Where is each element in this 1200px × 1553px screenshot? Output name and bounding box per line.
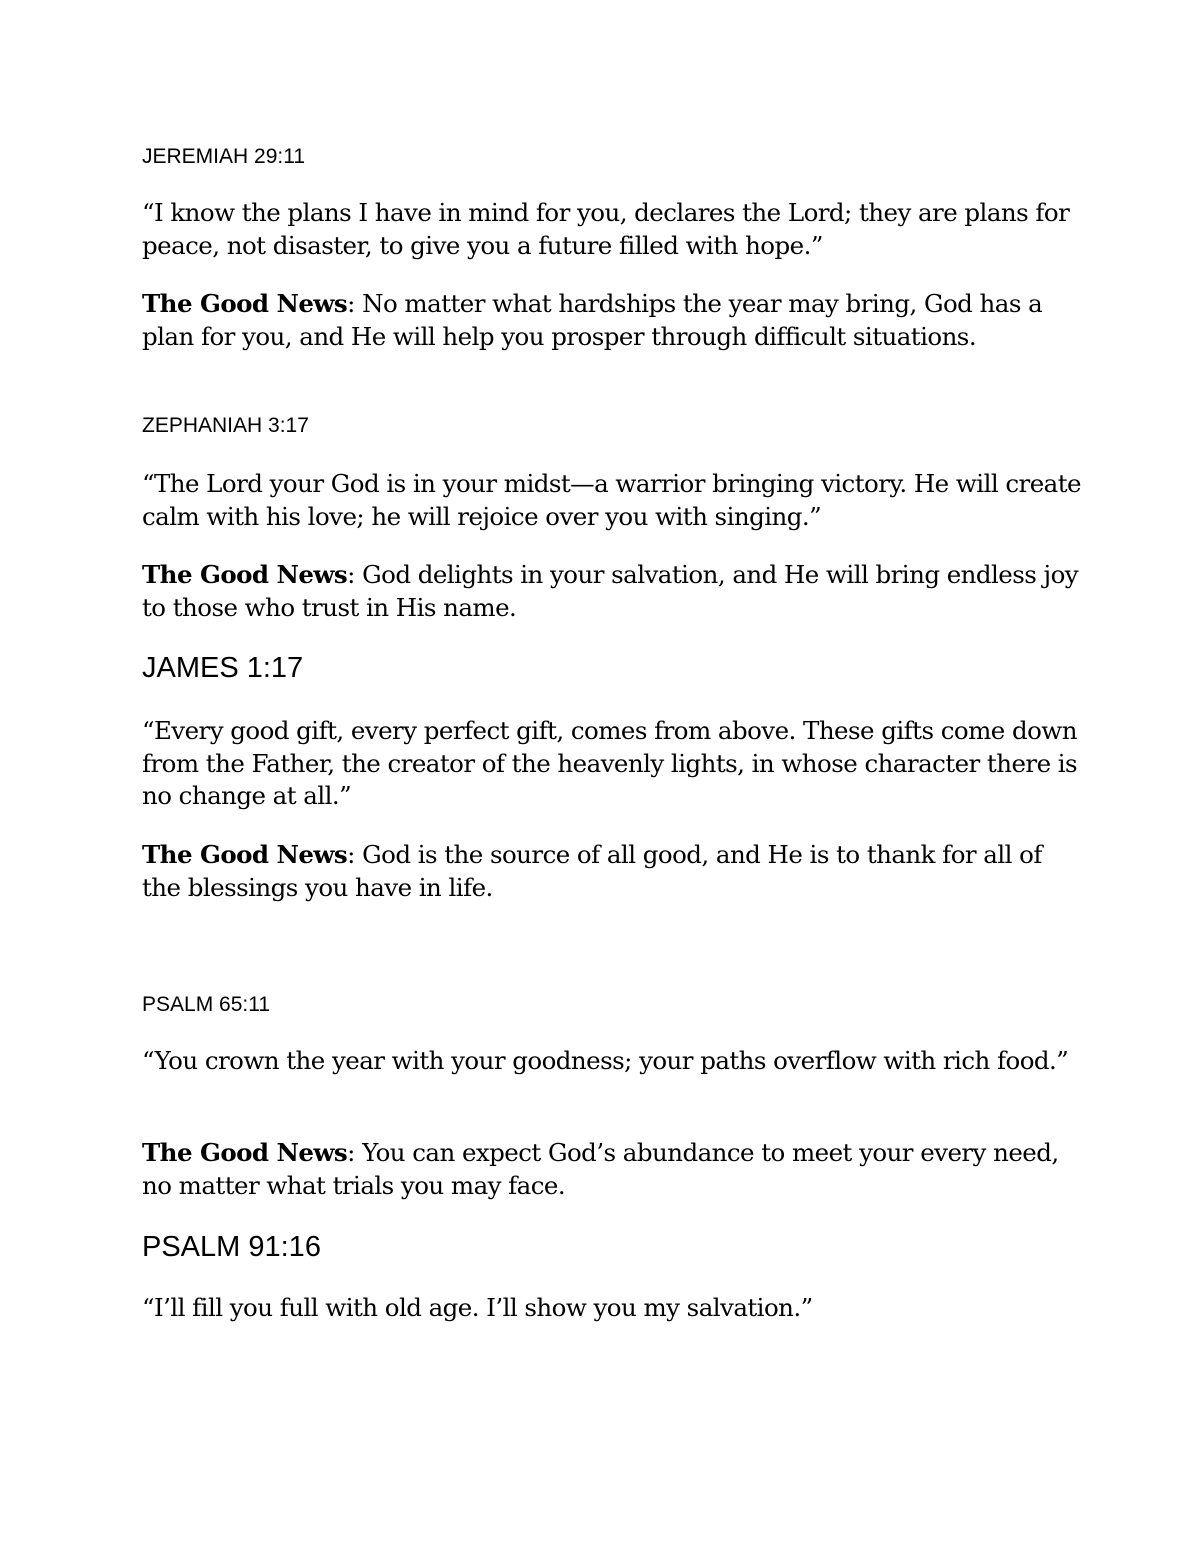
good-news-text: : You can expect God’s abundance to meet your every need, no matter what trials you may face. (142, 1138, 1059, 1200)
good-news-text: : No matter what hardships the year may bring, God has a plan for you, and He will help you prosper through difficult situations. (142, 289, 1043, 351)
reference-heading: PSALM 65:11 (142, 993, 271, 1016)
good-news-paragraph (142, 1137, 1082, 1202)
reference-heading: ZEPHANIAH 3:17 (142, 414, 309, 437)
good-news-label: The Good News (142, 840, 348, 869)
good-news-text: : God is the source of all good, and He is to thank for all of the blessings you have in life. (142, 840, 1042, 902)
good-news-label: The Good News (142, 560, 348, 589)
verse-text: “The Lord your God is in your midst—a warrior bringing victory. He will create calm with his love; he will rejoice over you with singing.” (142, 469, 1081, 531)
reference-heading: JEREMIAH 29:11 (142, 145, 306, 168)
verse-text: “I know the plans I have in mind for you, declares the Lord; they are plans for peace, not disaster, to give you a future filled with hope.” (142, 198, 1070, 260)
good-news-paragraph (142, 288, 1082, 353)
reference-heading: JAMES 1:17 (142, 652, 304, 684)
verse-text: “Every good gift, every perfect gift, comes from above. These gifts come down from the Father, the creator of the heavenly lights, in whose character there is no change at all.” (142, 716, 1078, 810)
good-news-paragraph (142, 559, 1082, 624)
good-news-label: The Good News (142, 289, 348, 318)
good-news-paragraph (142, 839, 1082, 904)
verse-text: “I’ll fill you full with old age. I’ll show you my salvation.” (142, 1293, 813, 1322)
reference-heading: PSALM 91:16 (142, 1231, 321, 1263)
verse-text: “You crown the year with your goodness; your paths overflow with rich food.” (142, 1046, 1069, 1075)
good-news-label: The Good News (142, 1138, 348, 1167)
good-news-text: : God delights in your salvation, and He will bring endless joy to those who trust in His name. (142, 560, 1079, 622)
